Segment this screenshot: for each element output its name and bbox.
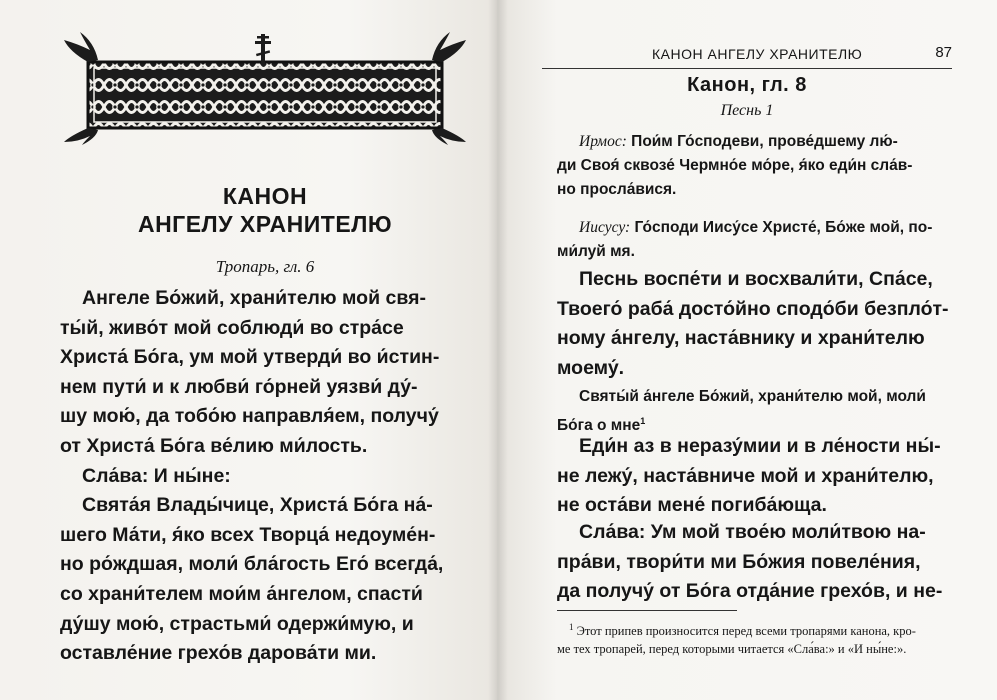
text-line: Го́споди Иису́се Христе́, Бо́же мой, по- <box>634 219 933 236</box>
footnote <box>557 618 962 658</box>
right-page <box>497 0 997 700</box>
text-line: ты́й, живо́т мой соблюди́ во стра́се <box>60 316 404 339</box>
text-line: ди Своя́ сквозе́ Чермно́е мо́ре, я́ко еди́н сла́в- <box>557 157 913 174</box>
text-line: Сла́ва: И ны́не: <box>82 464 231 487</box>
text-line: ми́луй мя. <box>557 243 635 260</box>
troparion-2 <box>557 432 962 521</box>
text-line: Свята́я Влады́чице, Христа́ Бо́га на́- <box>82 494 433 517</box>
footnote-divider <box>557 610 737 611</box>
irmos-label: Ирмос: <box>579 133 627 150</box>
running-head-title: КАНОН АНГЕЛУ ХРАНИТЕЛЮ <box>652 46 863 62</box>
canon-heading: Канон, гл. 8 <box>687 74 807 96</box>
text-line: шего Ма́ти, я́ко всех Творца́ недоуме́н- <box>60 523 436 546</box>
text-line: ному а́нгелу, наста́внику и храни́телю <box>557 327 925 350</box>
page-number: 87 <box>935 44 952 61</box>
text-line: но просла́вися. <box>557 181 677 198</box>
text-line: оставле́ние грехо́в дарова́ти ми. <box>60 642 377 665</box>
troparion-subtitle: Тропарь, гл. 6 <box>215 257 315 276</box>
book-gutter <box>488 0 508 700</box>
text-line: Ангеле Бо́жий, храни́телю мой свя- <box>82 287 426 309</box>
text-line: не лежу́, наста́вниче мой и храни́телю, <box>557 464 934 487</box>
text-line: Твоего́ раба́ досто́йно сподо́би безпло́т- <box>557 297 949 320</box>
text-line: не оста́ви мене́ погиба́юща. <box>557 494 827 517</box>
text-line: Святы́й а́нгеле Бо́жий, храни́телю мой, моли́ <box>579 388 926 405</box>
text-line: да получу́ от Бо́га отда́ние грехо́в, и не- <box>557 580 943 603</box>
canon-title-line1: КАНОН <box>222 183 308 209</box>
running-header <box>542 42 952 69</box>
text-line: Пои́м Го́сподеви, прове́дшему лю́- <box>631 133 898 150</box>
text-line: Христа́ Бо́га, ум мой утверди́ во и́стин- <box>60 346 440 369</box>
left-page <box>0 0 497 700</box>
ode-heading: Песнь 1 <box>720 102 774 119</box>
footnote-line: ме тех тропарей, перед которыми читается «Сла́ва:» и «И ны́не:». <box>557 642 907 657</box>
text-line: моему́. <box>557 356 625 379</box>
text-line: Еди́н аз в неразу́мии и в ле́ности ны́- <box>579 435 941 457</box>
text-line: Песнь воспе́ти и восхвали́ти, Спа́се, <box>579 268 933 290</box>
canon-title-line2: АНГЕЛУ ХРАНИТЕЛЮ <box>137 211 393 237</box>
text-line: нем пути́ и к любви́ го́рней уязви́ ду́- <box>60 375 418 398</box>
text-line: шу мою́, да тобо́ю направля́ем, получу́ <box>60 405 439 428</box>
footnote-line: Этот припев произносится перед всеми тропарями канона, кро- <box>576 624 916 639</box>
text-line: от Христа́ Бо́га ве́лию ми́лость. <box>60 434 368 457</box>
refrain-label: Иисусу: <box>579 219 631 236</box>
cross-icon <box>255 34 271 64</box>
text-line: Сла́ва: Ум мой твое́ю моли́твою на- <box>579 521 926 543</box>
left-text-block <box>60 284 468 669</box>
footnote-mark: 1 <box>640 416 646 426</box>
text-line: Бо́га о мне <box>557 417 641 435</box>
text-line: но ро́ждшая, моли́ бла́гость Его́ всегда́, <box>60 553 444 576</box>
text-line: ду́шу мою́, страстьми́ одержи́мую, и <box>60 612 414 635</box>
ornamental-headpiece <box>60 30 470 145</box>
text-line: пра́ви, твори́ти ми Бо́жия повеле́ния, <box>557 550 921 573</box>
irmos-block <box>557 130 962 202</box>
text-line: со храни́телем мои́м а́нгелом, спасти́ <box>60 582 423 605</box>
troparion-3 <box>557 518 962 607</box>
footnote-number: 1 <box>569 622 574 632</box>
troparion-1 <box>557 265 962 383</box>
refrain-block <box>557 216 962 264</box>
refrain-2-block <box>557 385 962 438</box>
